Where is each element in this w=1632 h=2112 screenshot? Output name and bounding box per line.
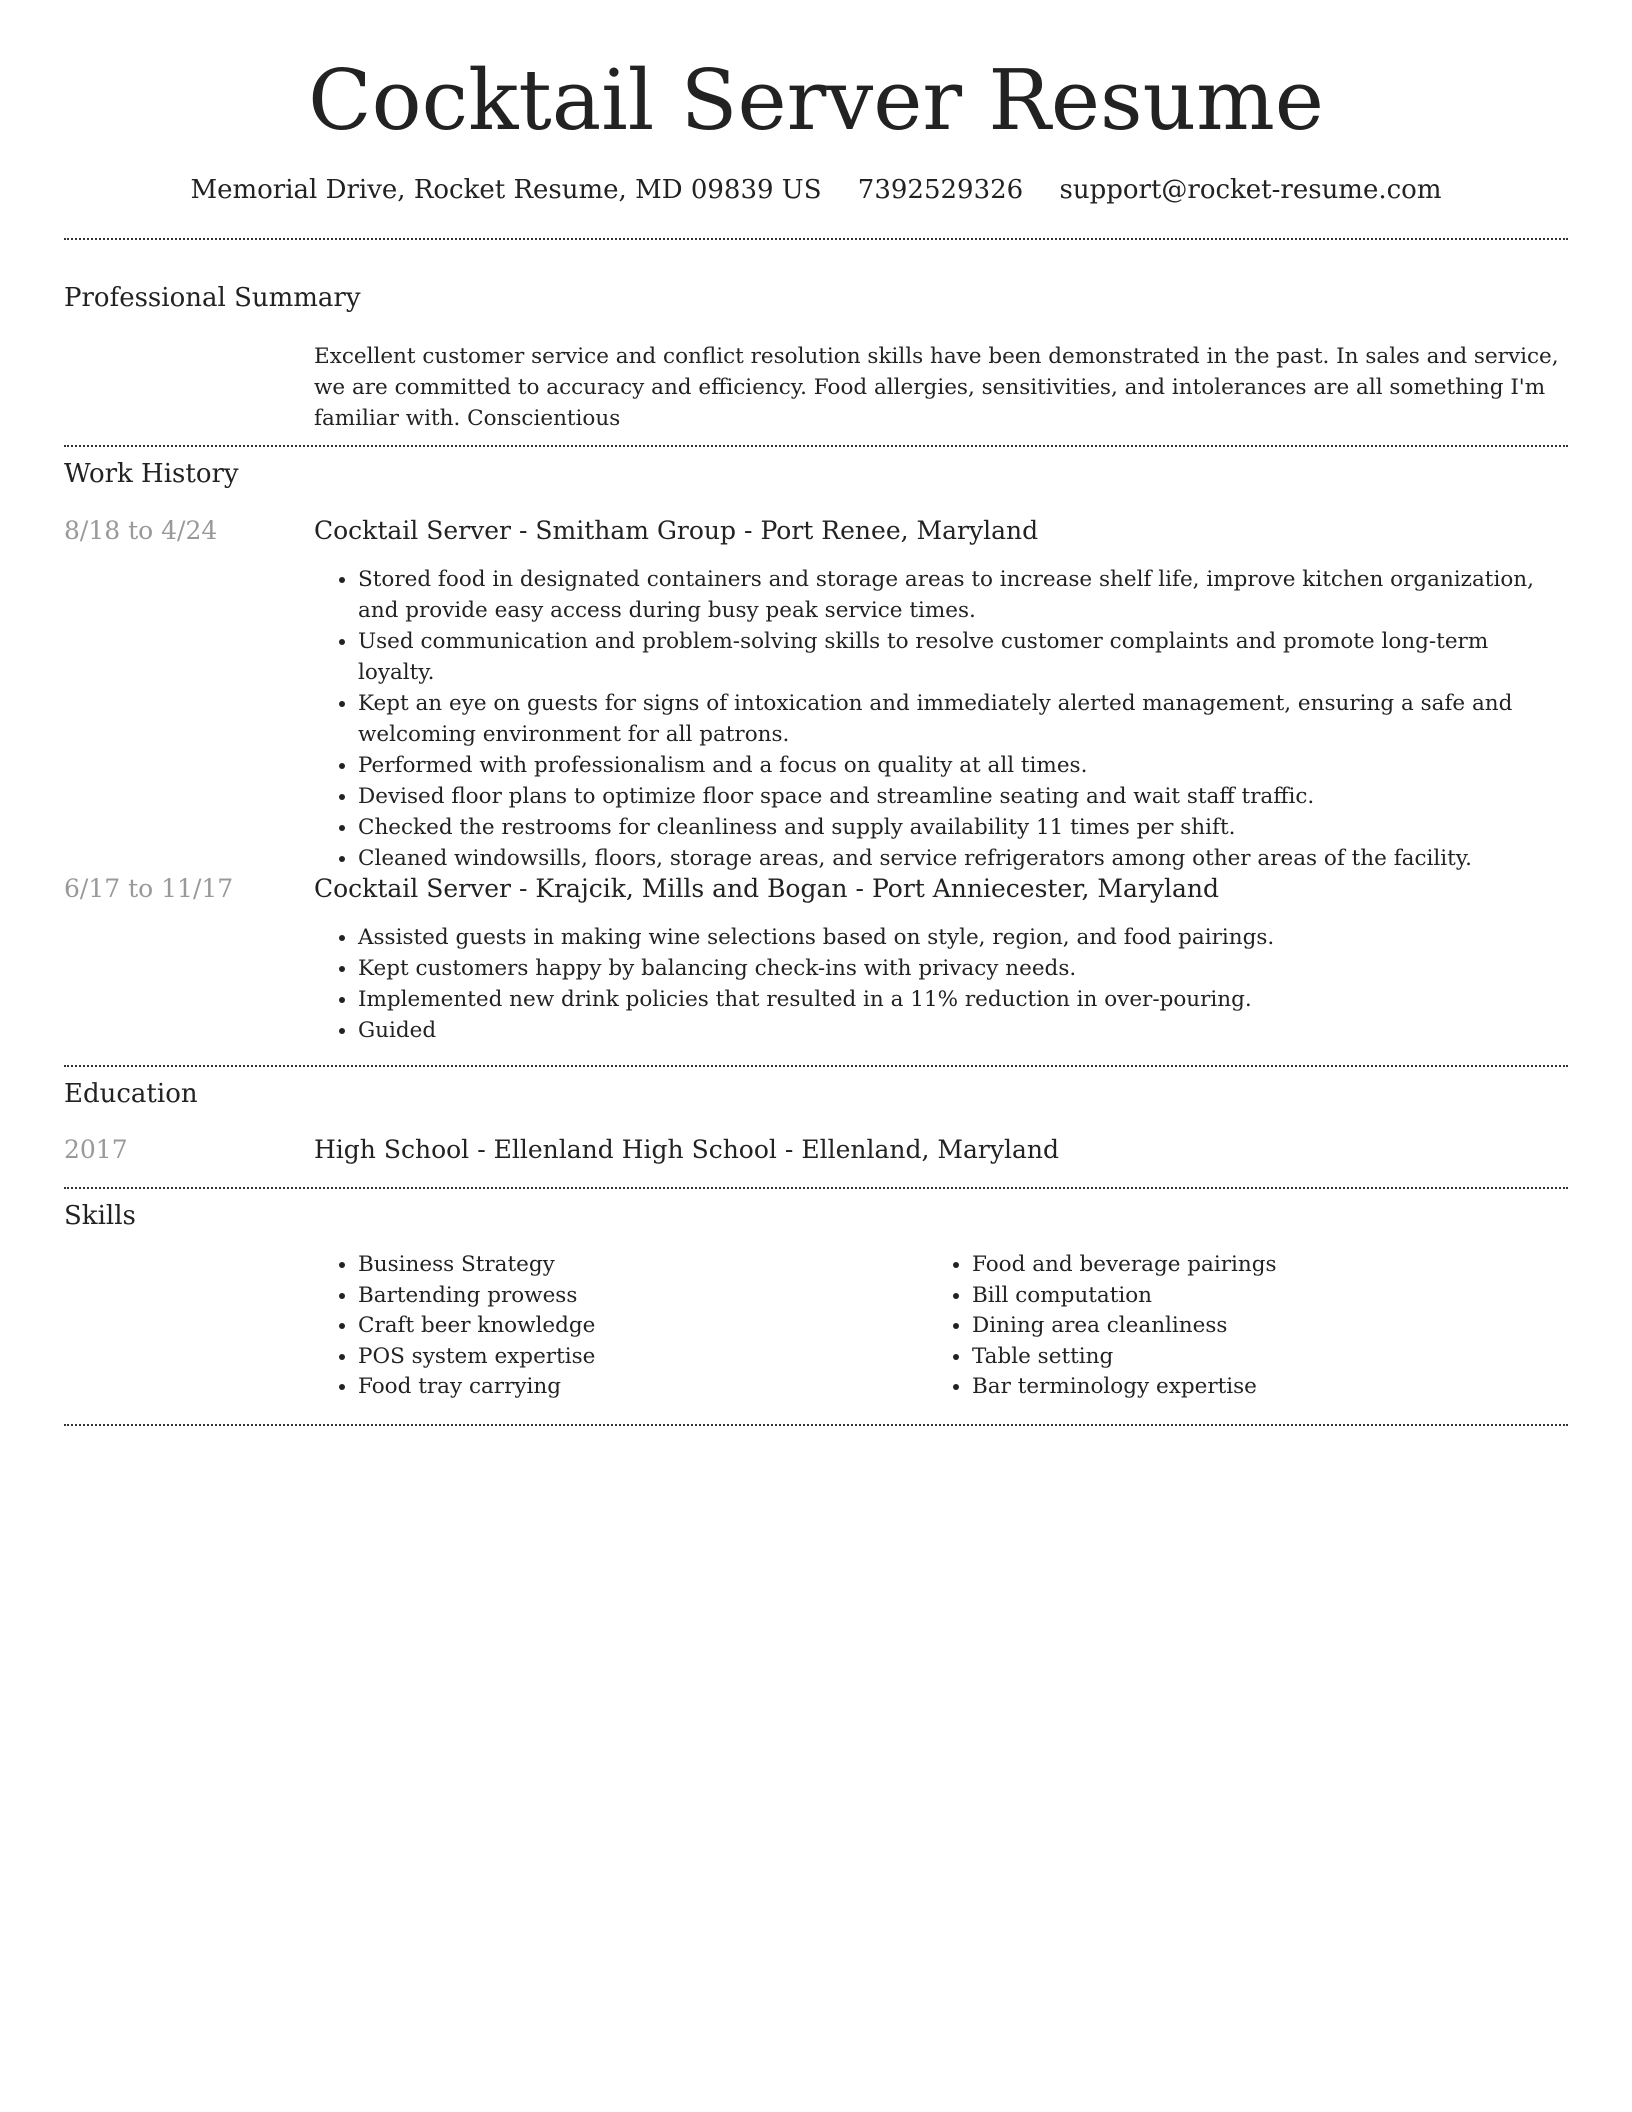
- education-heading: Education: [64, 1079, 198, 1109]
- job-bullet: • Performed with professionalism and a focus on quality at all times.: [358, 750, 1568, 781]
- education-line: [314, 1132, 1592, 1168]
- job-location: Port Renee, Maryland: [760, 516, 1039, 545]
- skill-item: • Bar terminology expertise: [972, 1372, 1602, 1403]
- job-bullet: • Checked the restrooms for cleanliness and supply availability 11 times per shift.: [358, 812, 1568, 843]
- skill-item: • Dining area cleanliness: [972, 1311, 1602, 1342]
- education-degree: High School: [314, 1135, 470, 1164]
- job-bullet: • Implemented new drink policies that resulted in a 11% reduction in over-pouring.: [358, 984, 1568, 1015]
- skill-item: • POS system expertise: [358, 1342, 918, 1373]
- contact-phone: 7392529326: [857, 175, 1024, 205]
- job-title-line: [314, 871, 1592, 907]
- education-school: Ellenland High School: [493, 1135, 777, 1164]
- skills-list-right: [928, 1250, 1602, 1403]
- separator: -: [744, 516, 753, 545]
- skills-list-left: [314, 1250, 918, 1403]
- job-dates: 8/18 to 4/24: [64, 516, 218, 545]
- skill-item: • Business Strategy: [358, 1250, 918, 1281]
- section-divider: [64, 1187, 1568, 1189]
- summary-heading: Professional Summary: [64, 283, 361, 313]
- skills-heading: Skills: [64, 1201, 136, 1231]
- job-bullet: • Devised floor plans to optimize floor space and streamline seating and wait staff traffic.: [358, 781, 1568, 812]
- job-title: Cocktail Server: [314, 874, 511, 903]
- job-bullet: • Cleaned windowsills, floors, storage areas, and service refrigerators among other areas of the facility.: [358, 843, 1568, 874]
- job-title: Cocktail Server: [314, 516, 511, 545]
- job-company: Smitham Group: [535, 516, 737, 545]
- separator: -: [518, 874, 528, 903]
- job-title-line: [314, 513, 1592, 549]
- page-title: Cocktail Server Resume: [308, 52, 1324, 149]
- job-bullet: • Kept an eye on guests for signs of intoxication and immediately alerted management, ensuring a safe and welcoming environment for all patrons.: [358, 688, 1568, 750]
- job-bullet: • Kept customers happy by balancing check-ins with privacy needs.: [358, 953, 1568, 984]
- work-history-heading: Work History: [64, 459, 239, 489]
- contact-line: [0, 170, 1632, 210]
- separator: -: [477, 1135, 486, 1164]
- education-year: 2017: [64, 1135, 128, 1164]
- skill-item: • Table setting: [972, 1342, 1602, 1373]
- job-bullet: • Assisted guests in making wine selections based on style, region, and food pairings.: [358, 922, 1568, 953]
- job-bullets: [314, 564, 1568, 874]
- job-company: Krajcik, Mills and Bogan: [535, 874, 848, 903]
- separator: -: [784, 1135, 794, 1164]
- section-divider: [64, 1065, 1568, 1067]
- education-location: Ellenland, Maryland: [801, 1135, 1059, 1164]
- contact-address: Memorial Drive, Rocket Resume, MD 09839 US: [190, 175, 822, 205]
- job-bullet: • Guided: [358, 1015, 1568, 1046]
- job-location: Port Anniecester, Maryland: [871, 874, 1219, 903]
- separator: -: [855, 874, 864, 903]
- section-divider: [64, 238, 1568, 240]
- separator: -: [518, 516, 528, 545]
- skill-item: • Bill computation: [972, 1281, 1602, 1312]
- contact-email: support@rocket-resume.com: [1059, 175, 1442, 205]
- job-bullet: • Used communication and problem-solving skills to resolve customer complaints and promote long-term loyalty.: [358, 626, 1568, 688]
- section-divider: [64, 445, 1568, 447]
- job-bullets: [314, 922, 1568, 1046]
- skill-item: • Food tray carrying: [358, 1372, 918, 1403]
- skill-item: • Food and beverage pairings: [972, 1250, 1602, 1281]
- skill-item: • Bartending prowess: [358, 1281, 918, 1312]
- section-divider: [64, 1424, 1568, 1426]
- summary-text: Excellent customer service and conflict resolution skills have been demonstrated in the past. In sales and service, we are committed to accuracy and efficiency. Food allergies, sensitivities, and intolerances are all something I'm familiar with. Conscientious: [314, 344, 1559, 431]
- job-dates: 6/17 to 11/17: [64, 874, 234, 903]
- job-bullet: • Stored food in designated containers and storage areas to increase shelf life, improve kitchen organization, and provide easy access during busy peak service times.: [358, 564, 1568, 626]
- skill-item: • Craft beer knowledge: [358, 1311, 918, 1342]
